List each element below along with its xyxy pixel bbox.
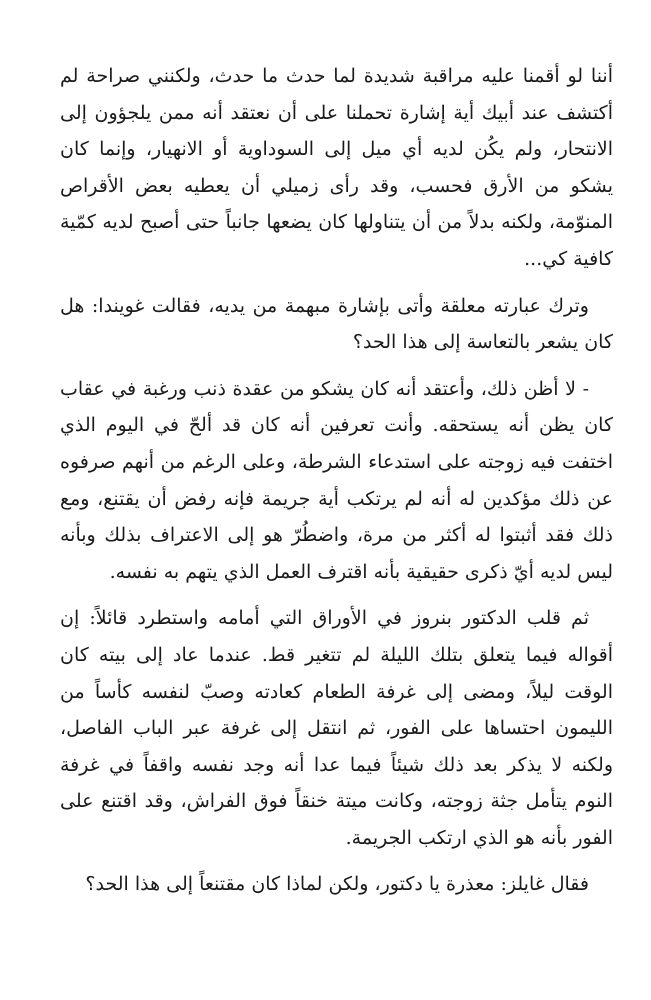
paragraph-4: ثم قلب الدكتور بنروز في الأوراق التي أمامه واستطرد قائلاً: إن أقواله فيما يتعلق بتلك الليلة لم تتغير قط. عندما عاد إلى بيته كان الوقت ليلاً، ومضى إلى غرفة الطعام كعادته وصبّ لنفسه كأساً من الليمون احتساها على الفور، ثم انتقل إلى غرفة عبر الباب الفاصل، ولكنه لا يذكر بعد ذلك شيئاً فيما عدا أنه وجد نفسه واقفاً في غرفة النوم يتأمل جثة زوجته، وكانت ميتة خنقاً فوق الفراش، وقد اقتنع على الفور بأنه هو الذي ارتكب الجريمة. — [60, 607, 613, 849]
paragraph-1: أننا لو أقمنا عليه مراقبة شديدة لما حدث ما حدث، ولكنني صراحة لم أكتشف عند أبيك أية إشارة تحملنا على أن نعتقد أنه ممن يلجؤون إلى الانتحار، ولم يكُن لديه أي ميل إلى السوداوية أو الانهيار، وإنما كان يشكو من الأرق فحسب، وقد رأى زميلي أن يعطيه بعض الأقراص المنوّمة، ولكنه بدلاً من أن يتناولها كان يضعها جانباً حتى أصبح لديه كمّية كافية كي... — [60, 65, 613, 270]
paragraph-3: - لا أظن ذلك، وأعتقد أنه كان يشكو من عقدة ذنب ورغبة في عقاب كان يظن أنه يستحقه. وأنت تعرفين أنه كان قد ألحّ في اليوم الذي اختفت فيه زوجته على استدعاء الشرطة، وعلى الرغم من أنهم صرفوه عن ذلك مؤكدين له أنه لم يرتكب أية جريمة فإنه رفض أن يقتنع، ومع ذلك فقد أثبتوا له أكثر من مرة، واضطُرّ هو إلى الاعتراف بذلك وبأنه ليس لديه أيّ ذكرى حقيقية بأنه اقترف العمل الذي يتهم به نفسه. — [60, 377, 613, 583]
paragraph-5: فقال غايلز: معذرة يا دكتور، ولكن لماذا كان مقتنعاً إلى هذا الحد؟ — [85, 873, 589, 896]
paragraph-2: وترك عبارته معلقة وأتى بإشارة مبهمة من يديه، فقالت غويندا: هل كان يشعر بالتعاسة إلى هذا الحد؟ — [60, 294, 613, 354]
book-page — [60, 58, 613, 988]
